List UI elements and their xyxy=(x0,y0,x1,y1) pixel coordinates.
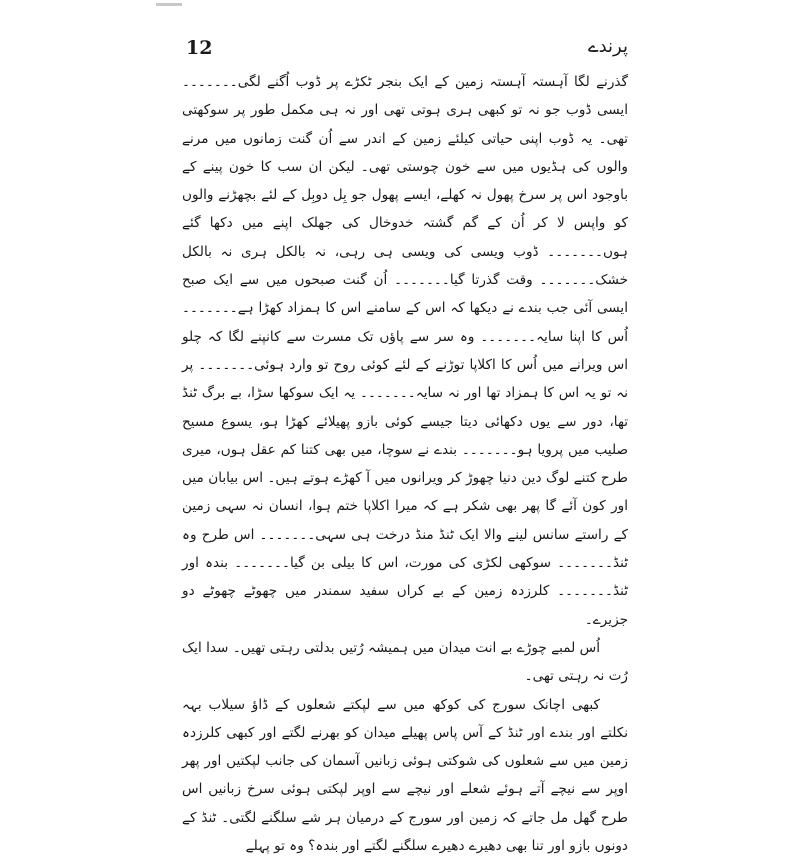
body-text xyxy=(182,68,628,860)
scan-mark xyxy=(156,3,182,6)
running-head: پرندے xyxy=(588,36,628,57)
paragraph-3: کبھی اچانک سورج کی کوکھ میں سے لپکتے شعلوں کے ڈاؤ سیلاب بہہ نکلتے اور بندے اور ٹنڈ کے آس پاس پھیلے میدان کو بھرنے لگتے اور کبھی کلرزدہ زمین میں سے شعلوں کی شوکتی ہوئی زبانیں آسمان کی جانب لپکتیں اور پھر اوپر سے نیچے آتے ہوئے شعلے اور نیچے سے اوپر لپکتی ہوئی سرخ زبانیں اس طرح گھل مل جاتے کہ زمین اور سورج کے درمیان ہر شے سلگنے لگتی۔ ٹنڈ کے دونوں بازو اور تنا بھی دھیرے دھیرے سلگنے لگتے اور بندہ؟ وہ تو پہلے xyxy=(182,696,628,855)
paragraph-2: اُس لمبے چوڑے بے انت میدان میں ہمیشہ رُتیں بدلتی رہتی تھیں۔ سدا ایک رُت نہ رہتی تھی۔ xyxy=(182,639,628,685)
paragraph-1: گذرنے لگا آہستہ آہستہ زمین کے ایک بنجر ٹکڑے پر ڈوب اُگنے لگی۔۔۔۔۔۔۔ ایسی ڈوب جو نہ تو کبھی ہری ہوتی تھی اور نہ ہی مکمل طور پر سوکھتی تھی۔ یہ ڈوب اپنی حیاتی کیلئے زمین کے اندر سے اُن گنت زمانوں میں مرنے والوں کی ہڈیوں میں سے خون چوستی تھی۔ لیکن ان سب کا خون پینے کے باوجود اس پر سرخ پھول نہ کھلے، ایسے پھول جو بِل دوبِل کے لئے بچھڑنے والوں کو واپس لا کر اُن کے گم گشتہ خدوخال کی جھلک اپنے میں دکھا گئے ہوں۔۔۔۔۔۔۔ ڈوب ویسی کی ویسی ہی رہی، نہ بالکل ہری نہ بالکل خشک۔۔۔۔۔۔۔ وقت گذرتا گیا۔۔۔۔۔۔۔ اُن گنت صبحوں میں سے ایک صبح ایسی آئی جب بندے نے دیکھا کہ اس کے سامنے اس کا ہمزاد کھڑا ہے۔۔۔۔۔۔۔ اُس کا اپنا سایہ۔۔۔۔۔۔۔ وہ سر سے پاؤں تک مسرت سے کانپنے لگا کہ چلو اس ویرانے میں اُس کا اکلاپا توڑنے کے لئے کوئی روح تو وارد ہوئی۔۔۔۔۔۔۔ پر نہ تو یہ اس کا ہمزاد تھا اور نہ سایہ۔۔۔۔۔۔۔ یہ ایک سوکھا سڑا، بے برگ ٹنڈ تھا، دور سے یوں دکھائی دیتا جیسے کوئی بازو پھیلائے کھڑا ہو، یسوع مسیح صلیب میں پرویا ہو۔۔۔۔۔۔۔ بندے نے سوچا، میں بھی کتنا کم عقل ہوں، میری طرح کتنے لوگ دین دنیا چھوڑ کر ویرانوں میں آ کھڑے ہوتے ہیں۔ اس بیابان میں اور کون آئے گا پھر بھی شکر ہے کہ میرا اکلاپا ختم ہوا، انسان نہ سہی زمین کے راستے سانس لینے والا ایک ٹنڈ منڈ درخت ہی سہی۔۔۔۔۔۔۔ اس طرح وہ ٹنڈ۔۔۔۔۔۔۔ سوکھی لکڑی کی مورت، اس کا بیلی بن گیا۔۔۔۔۔۔۔ بندہ اور ٹنڈ۔۔۔۔۔۔۔ کلرزدہ زمین کے بے کراں سفید سمندر میں چھوٹے چھوٹے دو جزیرے۔ xyxy=(182,74,628,628)
page-number: 12 xyxy=(186,37,213,59)
